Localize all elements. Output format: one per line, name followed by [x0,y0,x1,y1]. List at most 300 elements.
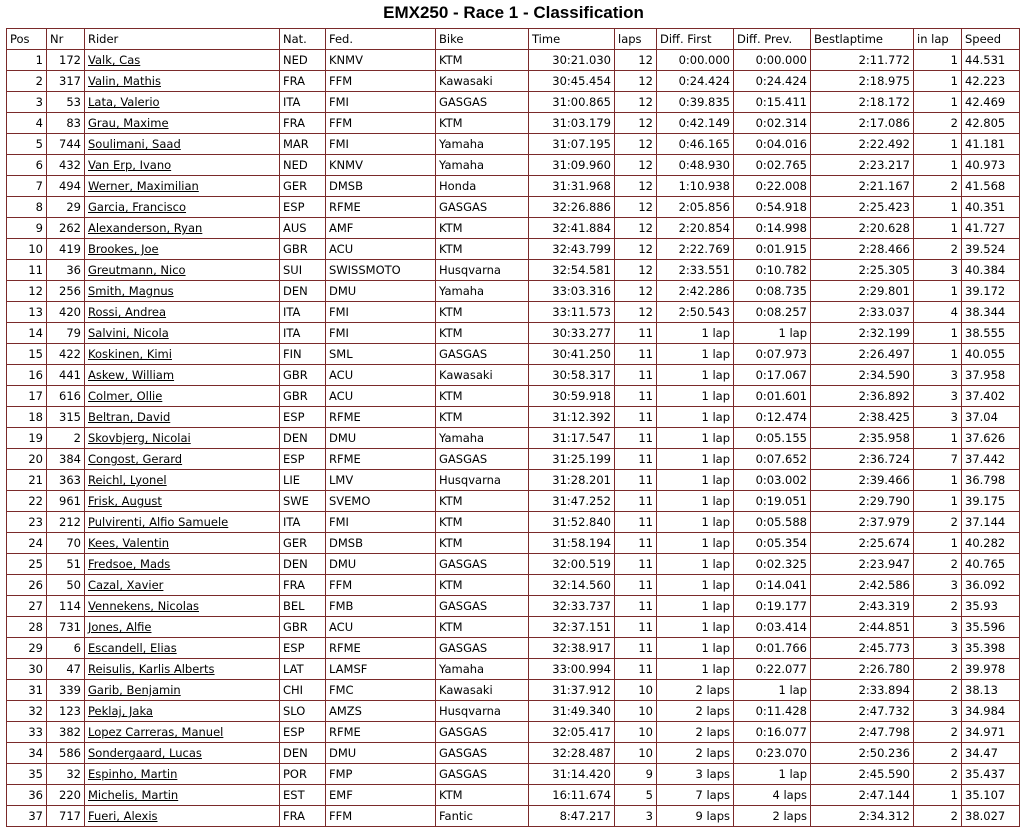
in-lap-cell: 3 [914,365,962,386]
time-cell: 31:28.201 [529,470,615,491]
speed-cell: 35.398 [962,638,1020,659]
bike-cell: Yamaha [436,134,529,155]
table-row [7,155,1020,176]
in-lap-cell: 2 [914,113,962,134]
diff-prev-cell: 0:04.016 [734,134,811,155]
bestlaptime-cell: 2:47.732 [811,701,914,722]
rider-link[interactable]: Greutmann, Nico [88,263,186,277]
in-lap-cell: 2 [914,764,962,785]
pos-cell: 25 [7,554,47,575]
speed-cell: 38.027 [962,806,1020,827]
rider-cell [85,386,280,407]
diff-prev-cell: 0:00.000 [734,50,811,71]
nr-cell: 744 [47,134,85,155]
diff-prev-cell: 0:08.735 [734,281,811,302]
speed-cell: 36.092 [962,575,1020,596]
table-row [7,260,1020,281]
rider-link[interactable]: Garcia, Francisco [88,200,187,214]
bestlaptime-cell: 2:34.590 [811,365,914,386]
pos-cell: 11 [7,260,47,281]
nr-cell: 172 [47,50,85,71]
nr-cell: 363 [47,470,85,491]
pos-cell: 8 [7,197,47,218]
fed-cell: FMI [326,323,436,344]
in-lap-cell: 1 [914,323,962,344]
fed-cell: RFME [326,197,436,218]
table-body [7,50,1020,827]
in-lap-cell: 1 [914,134,962,155]
table-row [7,533,1020,554]
nr-cell: 123 [47,701,85,722]
in-lap-cell: 1 [914,785,962,806]
fed-cell: SVEMO [326,491,436,512]
bestlaptime-cell: 2:23.217 [811,155,914,176]
bestlaptime-cell: 2:28.466 [811,239,914,260]
pos-cell: 12 [7,281,47,302]
diff-first-cell: 0:42.149 [657,113,734,134]
rider-link[interactable]: Alexanderson, Ryan [88,221,203,235]
nr-cell: 717 [47,806,85,827]
bike-cell: KTM [436,785,529,806]
rider-cell [85,218,280,239]
laps-cell: 12 [615,134,657,155]
rider-link[interactable]: Werner, Maximilian [88,179,199,193]
rider-link[interactable]: Reichl, Lyonel [88,473,167,487]
rider-link[interactable]: Valin, Mathis [88,74,161,88]
rider-link[interactable]: Koskinen, Kimi [88,347,172,361]
diff-first-cell: 1 lap [657,365,734,386]
nr-cell: 382 [47,722,85,743]
rider-link[interactable]: Congost, Gerard [88,452,183,466]
laps-cell: 11 [615,512,657,533]
speed-cell: 35.596 [962,617,1020,638]
rider-cell [85,155,280,176]
nr-cell: 339 [47,680,85,701]
in-lap-cell: 3 [914,575,962,596]
rider-cell [85,92,280,113]
nr-cell: 961 [47,491,85,512]
diff-first-cell: 1 lap [657,428,734,449]
diff-first-cell: 1 lap [657,659,734,680]
speed-cell: 42.223 [962,71,1020,92]
diff-prev-cell: 0:02.314 [734,113,811,134]
diff-prev-cell: 0:02.765 [734,155,811,176]
speed-cell: 39.524 [962,239,1020,260]
in-lap-cell: 2 [914,680,962,701]
bike-cell: Honda [436,176,529,197]
rider-cell [85,533,280,554]
rider-link[interactable]: Reisulis, Karlis Alberts [88,662,215,676]
rider-cell [85,134,280,155]
bike-cell: KTM [436,617,529,638]
diff-first-cell: 1 lap [657,491,734,512]
rider-link[interactable]: Lata, Valerio [88,95,160,109]
rider-cell [85,344,280,365]
speed-cell: 34.984 [962,701,1020,722]
rider-link[interactable]: Kees, Valentin [88,536,169,550]
diff-prev-cell: 0:14.041 [734,575,811,596]
nat-cell: POR [280,764,326,785]
nr-cell: 384 [47,449,85,470]
bestlaptime-cell: 2:29.801 [811,281,914,302]
laps-cell: 10 [615,680,657,701]
rider-link[interactable]: Skovbjerg, Nicolai [88,431,191,445]
rider-cell [85,71,280,92]
rider-link[interactable]: Van Erp, Ivano [88,158,172,172]
pos-cell: 24 [7,533,47,554]
bike-cell: GASGAS [436,638,529,659]
rider-link[interactable]: Beltran, David [88,410,171,424]
diff-prev-cell: 0:01.601 [734,386,811,407]
bike-cell: Fantic [436,806,529,827]
diff-first-cell: 0:39.835 [657,92,734,113]
bike-cell: Husqvarna [436,470,529,491]
pos-cell: 6 [7,155,47,176]
time-cell: 31:31.968 [529,176,615,197]
speed-cell: 42.805 [962,113,1020,134]
diff-first-cell: 1 lap [657,575,734,596]
bestlaptime-cell: 2:36.724 [811,449,914,470]
bike-cell: GASGAS [436,743,529,764]
rider-cell [85,722,280,743]
laps-cell: 11 [615,323,657,344]
time-cell: 31:49.340 [529,701,615,722]
in-lap-cell: 1 [914,218,962,239]
rider-cell [85,764,280,785]
diff-prev-cell: 0:01.766 [734,638,811,659]
rider-cell [85,680,280,701]
pos-cell: 7 [7,176,47,197]
time-cell: 32:33.737 [529,596,615,617]
table-row [7,113,1020,134]
fed-cell: RFME [326,449,436,470]
diff-prev-cell: 0:11.428 [734,701,811,722]
laps-cell: 11 [615,659,657,680]
col-fed-header: Fed. [326,29,436,50]
pos-cell: 5 [7,134,47,155]
speed-cell: 37.402 [962,386,1020,407]
in-lap-cell: 4 [914,302,962,323]
bestlaptime-cell: 2:25.674 [811,533,914,554]
fed-cell: KNMV [326,155,436,176]
speed-cell: 39.978 [962,659,1020,680]
rider-cell [85,323,280,344]
rider-link[interactable]: Frisk, August [88,494,162,508]
nat-cell: ITA [280,323,326,344]
table-row [7,344,1020,365]
nr-cell: 441 [47,365,85,386]
bestlaptime-cell: 2:25.423 [811,197,914,218]
diff-first-cell: 7 laps [657,785,734,806]
bike-cell: Kawasaki [436,680,529,701]
time-cell: 31:25.199 [529,449,615,470]
diff-prev-cell: 0:07.652 [734,449,811,470]
fed-cell: FFM [326,71,436,92]
time-cell: 31:14.420 [529,764,615,785]
fed-cell: FMB [326,596,436,617]
nr-cell: 420 [47,302,85,323]
time-cell: 31:00.865 [529,92,615,113]
speed-cell: 35.93 [962,596,1020,617]
nat-cell: ESP [280,407,326,428]
rider-link[interactable]: Grau, Maxime [88,116,169,130]
diff-first-cell: 2:05.856 [657,197,734,218]
speed-cell: 40.351 [962,197,1020,218]
diff-prev-cell: 0:02.325 [734,554,811,575]
speed-cell: 40.973 [962,155,1020,176]
laps-cell: 12 [615,218,657,239]
col-in-lap-header: in lap [914,29,962,50]
fed-cell: DMU [326,554,436,575]
diff-prev-cell: 0:19.177 [734,596,811,617]
nat-cell: FRA [280,806,326,827]
classification-table [6,28,1020,827]
rider-link[interactable]: Escandell, Elias [88,641,177,655]
fed-cell: EMF [326,785,436,806]
speed-cell: 39.172 [962,281,1020,302]
bike-cell: Kawasaki [436,365,529,386]
time-cell: 30:59.918 [529,386,615,407]
table-row [7,491,1020,512]
rider-link[interactable]: Lopez Carreras, Manuel [88,725,224,739]
speed-cell: 42.469 [962,92,1020,113]
in-lap-cell: 2 [914,722,962,743]
rider-link[interactable]: Soulimani, Saad [88,137,181,151]
in-lap-cell: 2 [914,806,962,827]
bestlaptime-cell: 2:32.199 [811,323,914,344]
fed-cell: FFM [326,806,436,827]
time-cell: 30:21.030 [529,50,615,71]
bestlaptime-cell: 2:17.086 [811,113,914,134]
speed-cell: 34.47 [962,743,1020,764]
pos-cell: 21 [7,470,47,491]
bike-cell: KTM [436,323,529,344]
table-row [7,386,1020,407]
rider-link[interactable]: Askew, William [88,368,175,382]
rider-link[interactable]: Cazal, Xavier [88,578,164,592]
nr-cell: 317 [47,71,85,92]
bike-cell: GASGAS [436,722,529,743]
table-row [7,428,1020,449]
speed-cell: 37.442 [962,449,1020,470]
bestlaptime-cell: 2:29.790 [811,491,914,512]
nat-cell: ITA [280,512,326,533]
in-lap-cell: 2 [914,596,962,617]
rider-cell [85,785,280,806]
speed-cell: 37.958 [962,365,1020,386]
col-diff-first-header: Diff. First [657,29,734,50]
bike-cell: Husqvarna [436,701,529,722]
nat-cell: ESP [280,638,326,659]
pos-cell: 33 [7,722,47,743]
nat-cell: CHI [280,680,326,701]
in-lap-cell: 1 [914,71,962,92]
rider-link[interactable]: Valk, Cas [88,53,141,67]
table-row [7,71,1020,92]
diff-first-cell: 0:00.000 [657,50,734,71]
in-lap-cell: 2 [914,743,962,764]
diff-prev-cell: 4 laps [734,785,811,806]
rider-cell [85,512,280,533]
fed-cell: FMI [326,134,436,155]
bestlaptime-cell: 2:25.305 [811,260,914,281]
rider-link[interactable]: Salvini, Nicola [88,326,169,340]
nr-cell: 83 [47,113,85,134]
bestlaptime-cell: 2:23.947 [811,554,914,575]
diff-first-cell: 1 lap [657,617,734,638]
bike-cell: KTM [436,50,529,71]
bike-cell: KTM [436,239,529,260]
rider-cell [85,659,280,680]
bike-cell: KTM [436,113,529,134]
fed-cell: DMSB [326,533,436,554]
in-lap-cell: 1 [914,197,962,218]
bike-cell: GASGAS [436,344,529,365]
nr-cell: 70 [47,533,85,554]
speed-cell: 35.437 [962,764,1020,785]
in-lap-cell: 2 [914,554,962,575]
pos-cell: 9 [7,218,47,239]
nr-cell: 586 [47,743,85,764]
rider-cell [85,407,280,428]
laps-cell: 11 [615,575,657,596]
nat-cell: AUS [280,218,326,239]
pos-cell: 14 [7,323,47,344]
nat-cell: FIN [280,344,326,365]
bike-cell: KTM [436,512,529,533]
nat-cell: DEN [280,428,326,449]
speed-cell: 38.555 [962,323,1020,344]
laps-cell: 12 [615,281,657,302]
in-lap-cell: 7 [914,449,962,470]
nat-cell: GBR [280,386,326,407]
table-row [7,197,1020,218]
rider-link[interactable]: Jones, Alfie [88,620,152,634]
diff-prev-cell: 1 lap [734,323,811,344]
pos-cell: 23 [7,512,47,533]
laps-cell: 11 [615,617,657,638]
bike-cell: GASGAS [436,197,529,218]
bestlaptime-cell: 2:33.894 [811,680,914,701]
bike-cell: Kawasaki [436,71,529,92]
nr-cell: 79 [47,323,85,344]
table-row [7,659,1020,680]
diff-first-cell: 2:20.854 [657,218,734,239]
laps-cell: 12 [615,71,657,92]
pos-cell: 10 [7,239,47,260]
rider-link[interactable]: Vennekens, Nicolas [88,599,200,613]
rider-link[interactable]: Rossi, Andrea [88,305,167,319]
in-lap-cell: 1 [914,92,962,113]
rider-link[interactable]: Garib, Benjamin [88,683,181,697]
laps-cell: 11 [615,470,657,491]
time-cell: 32:00.519 [529,554,615,575]
time-cell: 32:54.581 [529,260,615,281]
diff-first-cell: 1 lap [657,386,734,407]
rider-cell [85,176,280,197]
rider-link[interactable]: Colmer, Ollie [88,389,163,403]
rider-link[interactable]: Peklaj, Jaka [88,704,153,718]
time-cell: 31:52.840 [529,512,615,533]
diff-first-cell: 1 lap [657,344,734,365]
diff-prev-cell: 0:16.077 [734,722,811,743]
in-lap-cell: 2 [914,239,962,260]
time-cell: 32:43.799 [529,239,615,260]
bestlaptime-cell: 2:36.892 [811,386,914,407]
rider-link[interactable]: Michelis, Martin [88,788,179,802]
rider-link[interactable]: Fredsoe, Mads [88,557,171,571]
diff-first-cell: 0:24.424 [657,71,734,92]
fed-cell: AMF [326,218,436,239]
rider-link[interactable]: Sondergaard, Lucas [88,746,202,760]
speed-cell: 38.344 [962,302,1020,323]
bike-cell: GASGAS [436,92,529,113]
laps-cell: 12 [615,50,657,71]
fed-cell: RFME [326,722,436,743]
fed-cell: RFME [326,407,436,428]
diff-prev-cell: 0:14.998 [734,218,811,239]
laps-cell: 12 [615,155,657,176]
bestlaptime-cell: 2:37.979 [811,512,914,533]
nr-cell: 432 [47,155,85,176]
rider-link[interactable]: Brookes, Joe [88,242,159,256]
speed-cell: 39.175 [962,491,1020,512]
in-lap-cell: 1 [914,281,962,302]
bestlaptime-cell: 2:11.772 [811,50,914,71]
time-cell: 32:38.917 [529,638,615,659]
nat-cell: SLO [280,701,326,722]
pos-cell: 28 [7,617,47,638]
diff-prev-cell: 0:54.918 [734,197,811,218]
laps-cell: 9 [615,764,657,785]
fed-cell: ACU [326,617,436,638]
time-cell: 30:58.317 [529,365,615,386]
nat-cell: ESP [280,197,326,218]
diff-prev-cell: 0:01.915 [734,239,811,260]
table-row [7,617,1020,638]
nr-cell: 419 [47,239,85,260]
nr-cell: 114 [47,596,85,617]
nat-cell: GBR [280,239,326,260]
diff-first-cell: 1 lap [657,533,734,554]
diff-prev-cell: 0:12.474 [734,407,811,428]
rider-link[interactable]: Fueri, Alexis [88,809,158,823]
time-cell: 30:33.277 [529,323,615,344]
laps-cell: 11 [615,407,657,428]
nr-cell: 616 [47,386,85,407]
pos-cell: 35 [7,764,47,785]
fed-cell: KNMV [326,50,436,71]
in-lap-cell: 3 [914,260,962,281]
nat-cell: NED [280,50,326,71]
fed-cell: DMU [326,743,436,764]
nat-cell: DEN [280,743,326,764]
diff-prev-cell: 1 lap [734,764,811,785]
bestlaptime-cell: 2:21.167 [811,176,914,197]
pos-cell: 3 [7,92,47,113]
rider-link[interactable]: Pulvirenti, Alfio Samuele [88,515,229,529]
nat-cell: GER [280,533,326,554]
fed-cell: ACU [326,386,436,407]
rider-cell [85,197,280,218]
rider-link[interactable]: Espinho, Martin [88,767,178,781]
diff-first-cell: 1 lap [657,596,734,617]
diff-first-cell: 2 laps [657,743,734,764]
fed-cell: FMP [326,764,436,785]
rider-link[interactable]: Smith, Magnus [88,284,174,298]
bike-cell: KTM [436,386,529,407]
rider-cell [85,638,280,659]
